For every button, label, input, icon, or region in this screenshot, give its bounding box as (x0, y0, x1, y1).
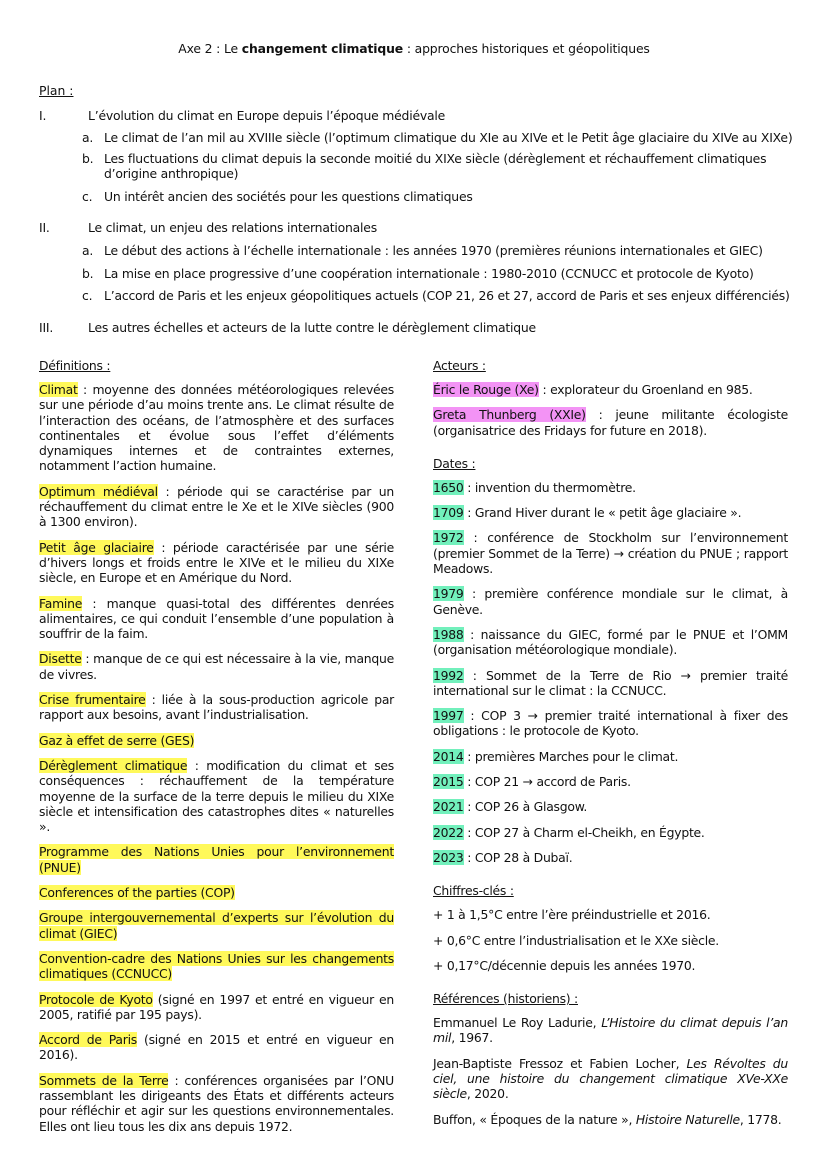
section-number: II. (39, 220, 50, 235)
title-prefix: Axe 2 : Le (178, 41, 242, 56)
plan-item (39, 189, 799, 205)
date-year: 1650 (433, 479, 464, 495)
definition-term: Climat (39, 382, 78, 397)
definition-term: Crise frumentaire (39, 692, 146, 708)
date-item (433, 627, 788, 658)
chiffre-item: + 1 à 1,5°C entre l’ère préindustrielle et 2016. (433, 907, 711, 923)
date-item (433, 708, 788, 739)
reference-item (433, 1015, 788, 1046)
acteurs-heading: Acteurs : (433, 358, 486, 373)
reference-author: Buffon, « Époques de la nature », (433, 1111, 636, 1127)
definition-item (39, 651, 394, 682)
date-year: 2023 (433, 849, 464, 865)
plan-section-1 (39, 108, 799, 124)
date-item (433, 825, 788, 840)
date-year: 2022 (433, 824, 464, 840)
definition-item (39, 382, 394, 474)
definition-text: : manque quasi-total des différentes denrées alimentaires, ce qui conduit l’ensemble d’une population à souffrir de la faim. (39, 595, 394, 642)
definition-text: : période qui se caractérise par un réchauffement du climat entre le Xe et le XIVe siècles (900 à 1300 environ). (39, 483, 395, 530)
item-text: Le début des actions à l’échelle internationale : les années 1970 (premières réunions internationales et GIEC) (104, 243, 763, 258)
item-text: Le climat de l’an mil au XVIIIe siècle (l’optimum climatique du XIe au XIVe et le Petit âge glaciaire du XIVe au XIXe) (104, 130, 793, 145)
date-item (433, 480, 788, 495)
definition-text: (signé en 1997 et entré en vigueur en 2005, ratifié par 195 pays). (39, 991, 395, 1022)
date-year: 1997 (433, 708, 464, 724)
acteur-text: : jeune militante écologiste (organisatrice des Fridays for future en 2018). (433, 407, 789, 438)
definition-term: Accord de Paris (39, 1032, 137, 1048)
acteur-item (433, 382, 788, 397)
reference-date: , 1967. (451, 1030, 493, 1046)
plan-item (39, 288, 799, 304)
date-item (433, 749, 788, 764)
date-text: : Sommet de la Terre de Rio → premier traité international sur le climat : la CCNUCC. (433, 667, 788, 698)
definition-term: Disette (39, 651, 82, 667)
definition-text: : manque de ce qui est nécessaire à la vie, manque de vivres. (39, 651, 394, 682)
date-item (433, 799, 788, 814)
date-text: : COP 27 à Charm el-Cheikh, en Égypte. (463, 824, 705, 840)
plan-item (39, 266, 799, 282)
definition-term: Groupe intergouvernemental d’experts sur l’évolution du climat (GIEC) (39, 910, 394, 941)
definition-item (39, 484, 394, 530)
definition-item (39, 951, 394, 982)
item-letter: a. (82, 243, 94, 258)
chiffre-item: + 0,17°C/décennie depuis les années 1970. (433, 957, 696, 973)
reference-work: L’Histoire du climat depuis l’an mil (433, 1015, 788, 1046)
definitions-column (39, 358, 394, 1144)
date-year: 1972 (433, 530, 464, 546)
plan-section-3 (39, 320, 799, 336)
date-item (433, 505, 788, 520)
definition-term: Programme des Nations Unies pour l’environnement (PNUE) (39, 844, 394, 875)
chiffres-heading: Chiffres-clés : (433, 883, 514, 899)
definition-item (39, 1073, 394, 1134)
section-label: Les autres échelles et acteurs de la lutte contre le dérèglement climatique (88, 319, 536, 335)
item-letter: b. (82, 150, 94, 166)
section-label: L’évolution du climat en Europe depuis l’époque médiévale (88, 108, 446, 123)
date-text: : COP 21 → accord de Paris. (463, 774, 631, 790)
definition-term: Conferences of the parties (COP) (39, 885, 235, 901)
date-item (433, 530, 788, 576)
date-year: 1988 (433, 626, 464, 642)
definition-item (39, 910, 394, 941)
item-text: La mise en place progressive d’une coopération internationale : 1980-2010 (CCNUCC et protocole de Kyoto) (104, 265, 754, 281)
reference-author: Jean-Baptiste Fressoz et Fabien Locher, (433, 1055, 687, 1071)
date-item (433, 850, 788, 865)
item-text: Un intérêt ancien des sociétés pour les questions climatiques (104, 188, 473, 204)
item-text: Les fluctuations du climat depuis la seconde moitié du XIXe siècle (dérèglement et réchauffement climatiques d’origine anthropique) (104, 150, 767, 181)
item-letter: b. (82, 265, 94, 281)
date-text: : naissance du GIEC, formé par le PNUE et l’OMM (organisation météorologique mondiale). (433, 626, 788, 658)
acteur-text: : explorateur du Groenland en 985. (538, 382, 753, 397)
definition-term: Dérèglement climatique (39, 757, 188, 773)
definition-term: Gaz à effet de serre (GES) (39, 732, 195, 748)
definition-item (39, 733, 394, 748)
definition-item (39, 992, 394, 1023)
plan-outline (39, 108, 799, 336)
date-year: 1709 (433, 505, 464, 521)
date-text: : invention du thermomètre. (463, 479, 636, 495)
item-letter: c. (82, 188, 93, 204)
definition-item (39, 596, 394, 642)
definition-term: Petit âge glaciaire (39, 539, 154, 555)
definition-item (39, 844, 394, 875)
plan-item (39, 130, 799, 146)
acteur-name: Éric le Rouge (Xe) (433, 382, 539, 397)
reference-item (433, 1056, 788, 1102)
definition-item (39, 1032, 394, 1063)
reference-date: , 2020. (466, 1086, 509, 1102)
page-title (0, 41, 828, 56)
definition-item (39, 540, 394, 586)
date-item (433, 586, 788, 617)
definition-term: Protocole de Kyoto (39, 991, 153, 1007)
definition-term: Optimum médiéval (39, 483, 158, 499)
acteur-item (433, 407, 788, 438)
chiffre-item: + 0,6°C entre l’industrialisation et le XXe siècle. (433, 932, 719, 948)
definition-term: Famine (39, 595, 83, 611)
definition-item (39, 758, 394, 834)
references-heading: Références (historiens) : (433, 991, 578, 1007)
acteur-name: Greta Thunberg (XXIe) (433, 407, 586, 423)
reference-work: Histoire Naturelle (635, 1111, 740, 1127)
date-text: : première conférence mondiale sur le climat, à Genève. (433, 586, 788, 617)
reference-item (433, 1112, 788, 1127)
date-text: : Grand Hiver durant le « petit âge glaciaire ». (463, 505, 742, 521)
section-number: I. (39, 108, 47, 123)
definition-term: Convention-cadre des Nations Unies sur les changements climatiques (CCNUCC) (39, 950, 394, 982)
definition-item (39, 885, 394, 900)
item-letter: a. (82, 130, 94, 145)
date-year: 2014 (433, 748, 464, 764)
definition-item (39, 692, 394, 723)
date-year: 2015 (433, 774, 464, 790)
definition-text: : moyenne des données météorologiques relevées sur une période d’au moins trente ans. Le climat résulte de l’interaction des océans, de l’atmosphère et des surfaces continentales et évolue sous l’effet d’éléments dynamiques internes et de contraintes externes, notamment l’action humaine. (39, 382, 394, 474)
item-text: L’accord de Paris et les enjeux géopolitiques actuels (COP 21, 26 et 27, accord de Paris et ses enjeux différenciés) (104, 288, 790, 303)
date-year: 2021 (433, 799, 464, 815)
reference-author: Emmanuel Le Roy Ladurie, (433, 1015, 602, 1031)
definition-text: : conférences organisées par l’ONU rassemblant les dirigeants des États et différents acteurs pour réfléchir et agir sur les questions environnementales. Elles ont lieu tous les dix ans depuis 1972. (39, 1072, 394, 1134)
date-text: : COP 26 à Glasgow. (463, 799, 588, 815)
date-item (433, 668, 788, 699)
dates-heading: Dates : (433, 455, 476, 471)
definition-text: : période caractérisée par une série d’hivers longs et froids entre le XIVe et le milieu du XIXe siècle, en Europe et en Amérique du Nord. (39, 539, 394, 586)
date-year: 1979 (433, 586, 464, 602)
definition-term: Sommets de la Terre (39, 1072, 169, 1088)
date-text: : COP 28 à Dubaï. (463, 849, 573, 865)
date-text: : conférence de Stockholm sur l’environnement (premier Sommet de la Terre) → création du PNUE ; rapport Meadows. (433, 530, 788, 577)
date-text: : COP 3 → premier traité international à fixer des obligations : le protocole de Kyoto. (433, 708, 788, 739)
section-number: III. (39, 319, 54, 335)
date-year: 1992 (433, 667, 464, 683)
title-bold: changement climatique (241, 41, 404, 56)
definition-text: : liée à la sous-production agricole par rapport aux besoins, avant l’industrialisation. (39, 692, 395, 723)
definition-text: (signé en 2015 et entré en vigueur en 2016). (39, 1032, 394, 1063)
plan-item (39, 151, 799, 182)
plan-section-2 (39, 220, 799, 236)
reference-work: Les Révoltes du ciel, une histoire du changement climatique XVe-XXe siècle (433, 1055, 788, 1102)
reference-date: , 1778. (739, 1111, 782, 1127)
date-item (433, 774, 788, 789)
section-label: Le climat, un enjeu des relations internationales (88, 220, 377, 235)
plan-item (39, 243, 799, 259)
plan-heading: Plan : (39, 83, 74, 98)
definitions-heading: Définitions : (39, 358, 111, 373)
right-column (433, 358, 788, 1137)
date-text: : premières Marches pour le climat. (463, 748, 679, 764)
title-suffix: : approches historiques et géopolitiques (403, 41, 650, 56)
item-letter: c. (82, 288, 93, 303)
definition-text: : modification du climat et ses conséquences : réchauffement de la température moyenne de la surface de la terre depuis le milieu du XIXe siècle et intensification des catastrophes dites « naturelles ». (39, 757, 394, 835)
